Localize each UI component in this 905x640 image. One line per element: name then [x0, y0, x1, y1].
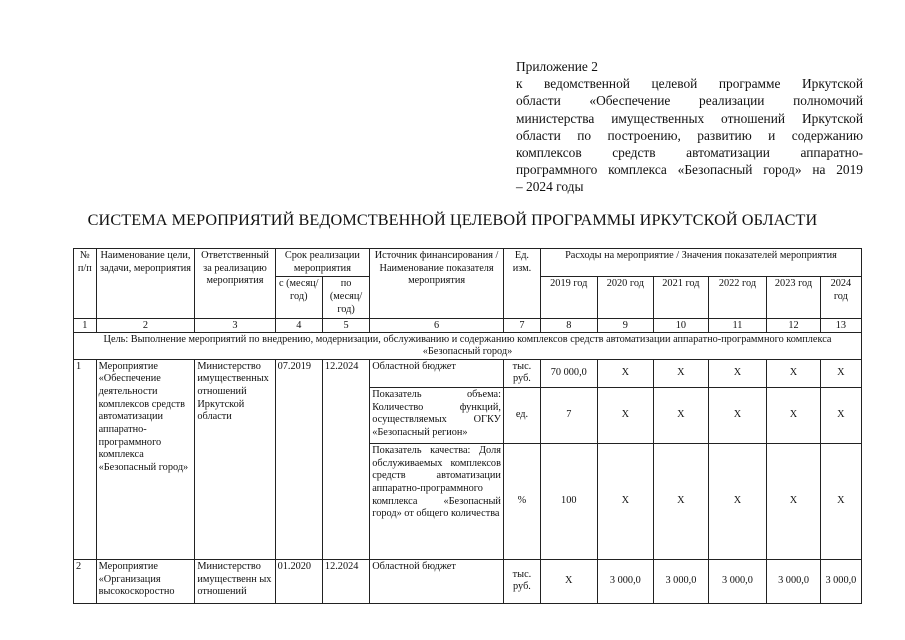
row-value: Х	[597, 359, 654, 387]
column-number: 7	[503, 318, 540, 332]
header-responsible: Ответственный за реализацию мероприятия	[195, 249, 275, 319]
row-source: Показатель качества: Доля обслуживаемых комплексов средств автоматизации аппаратно-программного комплекса «Безопасный город» от общего количества	[370, 443, 504, 559]
header-row	[74, 249, 862, 277]
row-value: Х	[767, 443, 820, 559]
column-number-row	[74, 318, 862, 332]
appendix-line: комплексов средств автоматизации аппаратно-	[516, 145, 863, 161]
row-source: Областной бюджет	[370, 559, 504, 603]
row-responsible: Министерство имущественн ых отношений	[195, 559, 275, 603]
appendix-line: области «Обеспечение реализации полномочий	[516, 93, 863, 109]
goal-text: Цель: Выполнение мероприятий по внедрению, модернизации, обслуживанию и содержанию комплексов средств автоматизации аппаратно-программного комплекса «Безопасный город»	[74, 332, 862, 359]
row-value: Х	[708, 359, 767, 387]
row-num: 1	[74, 359, 97, 559]
row-from: 01.2020	[275, 559, 322, 603]
row-value: Х	[820, 443, 861, 559]
header-source: Источник финансирования / Наименование показателя мероприятия	[370, 249, 504, 319]
table-row	[74, 359, 862, 387]
row-name: Мероприятие «Обеспечение деятельности комплексов средств автоматизации аппаратно-программного комплекса «Безопасный город»	[96, 359, 195, 559]
column-number: 9	[597, 318, 654, 332]
appendix-line: – 2024 годы	[516, 179, 584, 195]
row-value: 3 000,0	[820, 559, 861, 603]
header-year: 2021 год	[654, 277, 709, 318]
row-value: Х	[820, 359, 861, 387]
row-responsible: Министерство имущественных отношений Иркутской области	[195, 359, 275, 559]
header-year: 2019 год	[540, 277, 597, 318]
row-name: Мероприятие «Организация высокоскоростно	[96, 559, 195, 603]
column-number: 10	[654, 318, 709, 332]
header-term-to: по (месяц/ год)	[322, 277, 369, 318]
row-value: 3 000,0	[597, 559, 654, 603]
row-value: Х	[597, 387, 654, 443]
header-term-from: с (месяц/ год)	[275, 277, 322, 318]
row-value: 3 000,0	[654, 559, 709, 603]
column-number: 8	[540, 318, 597, 332]
header-year: 2022 год	[708, 277, 767, 318]
document-title: СИСТЕМА МЕРОПРИЯТИЙ ВЕДОМСТВЕННОЙ ЦЕЛЕВОЙ ПРОГРАММЫ ИРКУТСКОЙ ОБЛАСТИ	[87, 211, 818, 229]
header-num: № п/п	[74, 249, 97, 319]
row-unit: ед.	[503, 387, 540, 443]
header-unit: Ед. изм.	[503, 249, 540, 319]
row-value: Х	[540, 559, 597, 603]
appendix-line: области по построению, развитию и содержанию	[516, 127, 863, 143]
row-to: 12.2024	[322, 559, 369, 603]
column-number: 4	[275, 318, 322, 332]
row-to: 12.2024	[322, 359, 369, 559]
table-row	[74, 559, 862, 603]
header-year: 2024 год	[820, 277, 861, 318]
row-value: Х	[820, 387, 861, 443]
row-from: 07.2019	[275, 359, 322, 559]
column-number: 12	[767, 318, 820, 332]
row-value: 70 000,0	[540, 359, 597, 387]
header-year: 2020 год	[597, 277, 654, 318]
row-num: 2	[74, 559, 97, 603]
header-term: Срок реализации мероприятия	[275, 249, 370, 277]
row-value: Х	[767, 359, 820, 387]
column-number: 2	[96, 318, 195, 332]
row-value: 3 000,0	[767, 559, 820, 603]
row-unit: тыс. руб.	[503, 559, 540, 603]
row-value: Х	[597, 443, 654, 559]
row-source: Показатель объема: Количество функций, осуществляемых ОГКУ «Безопасный регион»	[370, 387, 504, 443]
row-value: Х	[654, 359, 709, 387]
header-year: 2023 год	[767, 277, 820, 318]
column-number: 1	[74, 318, 97, 332]
row-value: 3 000,0	[708, 559, 767, 603]
row-value: Х	[708, 387, 767, 443]
row-value: 100	[540, 443, 597, 559]
appendix-line: Приложение 2	[516, 59, 598, 74]
appendix-line: программного комплекса «Безопасный город» на 2019	[516, 162, 863, 178]
row-value: Х	[708, 443, 767, 559]
row-source: Областной бюджет	[370, 359, 504, 387]
goal-row	[74, 332, 862, 359]
row-value: Х	[654, 387, 709, 443]
row-unit: тыс. руб.	[503, 359, 540, 387]
appendix-block	[516, 58, 863, 196]
header-expenses: Расходы на мероприятие / Значения показателей мероприятия	[540, 249, 861, 277]
column-number: 5	[322, 318, 369, 332]
appendix-line: министерства имущественных отношений Иркутской	[516, 110, 863, 126]
row-unit: %	[503, 443, 540, 559]
row-value: Х	[767, 387, 820, 443]
row-value: 7	[540, 387, 597, 443]
column-number: 3	[195, 318, 275, 332]
header-name: Наименование цели, задачи, мероприятия	[96, 249, 195, 319]
column-number: 13	[820, 318, 861, 332]
activities-table	[73, 248, 862, 604]
row-value: Х	[654, 443, 709, 559]
appendix-line: к ведомственной целевой программе Иркутской	[516, 76, 863, 92]
column-number: 11	[708, 318, 767, 332]
column-number: 6	[370, 318, 504, 332]
